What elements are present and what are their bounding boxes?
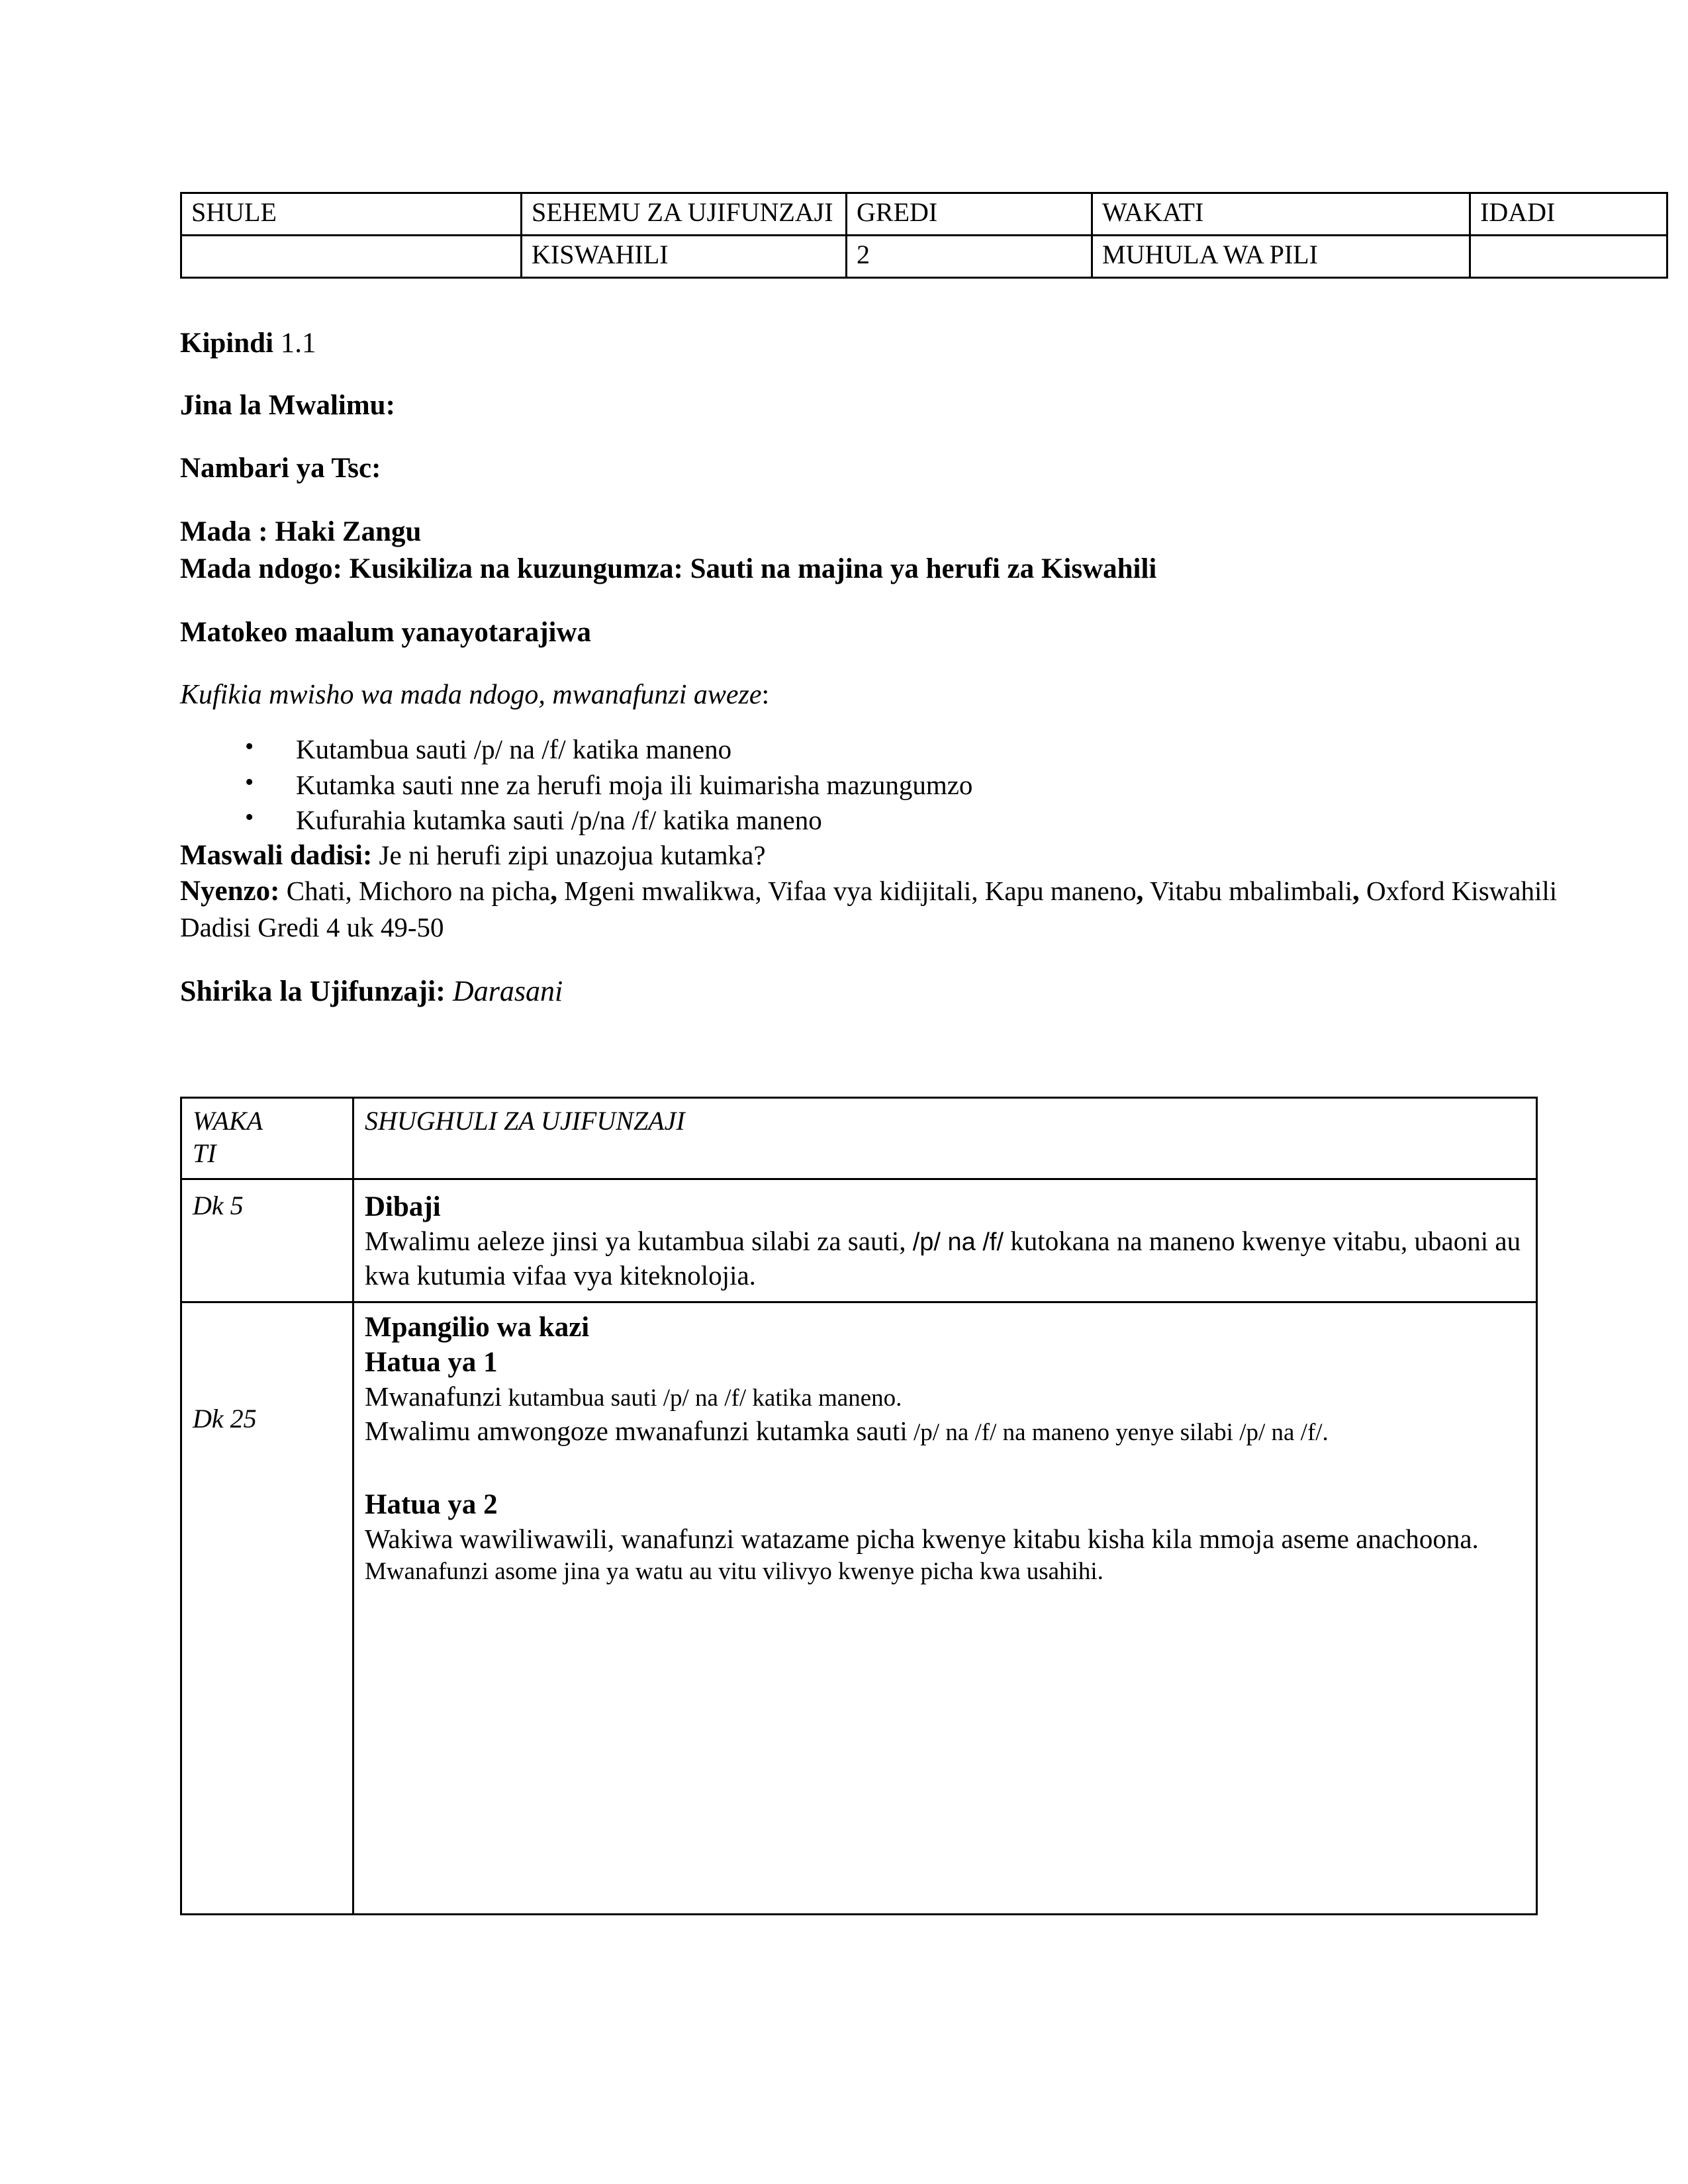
outcomes-heading: Matokeo maalum yanayotarajiwa [180,616,592,648]
step1-detail-text: kutambua sauti /p/ na /f/ katika maneno. [502,1385,902,1412]
mada-separator: : [251,516,275,547]
resources-part-4: Oxford Kiswahili Dadisi Gredi 4 uk 49-50 [180,876,1558,942]
step1-line2-main: Mwalimu amwongoze mwanafunzi kutamka sauti [365,1415,908,1446]
topic-block [180,514,1564,588]
cell-gredi-value: 2 [847,235,1092,277]
step1-paragraph-1 [365,1380,1525,1414]
step1-line2-detail: /p/ na /f/ na maneno yenye silabi /p/ na /f/. [907,1418,1329,1446]
table-row [181,1302,1537,1914]
resources-comma-1: , [550,876,557,907]
cell-shule-value [181,235,522,277]
cell-sehemu-value: KISWAHILI [522,235,847,277]
spacer [180,1009,1564,1097]
outcomes-lead-in-text: Kufikia mwisho wa mada ndogo, mwanafunzi aweze [180,680,762,711]
kipindi-label: Kipindi [180,327,274,359]
resources-line [180,874,1564,945]
outcomes-lead-in-colon: : [761,680,770,711]
learning-organization-line [180,974,1564,1010]
outcomes-lead-in [180,678,1564,712]
cell-shule-header: SHULE [181,193,522,236]
list-item [180,732,1564,767]
step1-lead-text: Mwanafunzi [365,1381,502,1412]
table-row [181,193,1667,236]
resources-part-2: Mgeni mwalikwa, Vifaa vya kidijitali, Kapu maneno [557,876,1137,907]
activity-heading-step2: Hatua ya 2 [365,1488,498,1520]
spacer [180,588,1564,615]
time-header-text [193,1105,342,1170]
table-row [181,1179,1537,1302]
learning-organization-label: Shirika la Ujifunzaji: [180,974,445,1007]
cell-activities-header [353,1098,1537,1179]
activity-paragraph-dibaji [365,1224,1525,1293]
step1-paragraph-2 [365,1414,1525,1449]
mada-ndogo-label: Mada ndogo: [180,553,342,584]
activity-heading-step1: Hatua ya 1 [365,1346,498,1378]
list-item-text: Kutambua sauti /p/ na /f/ katika maneno [296,734,732,765]
teacher-name-label: Jina la Mwalimu: [180,390,395,422]
activity-content-row2 [365,1310,1525,1588]
cell-wakati-header: WAKATI [1092,193,1470,236]
cell-time-header [181,1098,353,1179]
outcomes-list [180,732,1564,838]
time-header-line1: WAKA [193,1106,263,1136]
spacer [180,650,1564,678]
cell-wakati-value: MUHULA WA PILI [1092,235,1470,277]
dibaji-text-a: Mwalimu aeleze jinsi ya kutambua silabi za sauti, [365,1226,913,1257]
activity-heading-mpangilio: Mpangilio wa kazi [365,1311,590,1343]
tsc-number-label: Nambari ya Tsc: [180,452,381,484]
cell-gredi-header: GREDI [847,193,1092,236]
resources-comma-2: , [1136,876,1144,907]
spacer [180,486,1564,514]
document-content [180,192,1564,1915]
spacer [180,361,1564,388]
time-value-row1: Dk 5 [193,1190,244,1220]
table-row [181,235,1667,277]
cell-idadi-value [1470,235,1667,277]
mada-value: Haki Zangu [275,516,422,547]
cell-activity-row2 [353,1302,1537,1914]
kipindi-value: 1.1 [280,327,316,359]
step2-paragraph-2: Mwanafunzi asome jina ya watu au vitu vilivyo kwenye picha kwa usahihi. [365,1557,1103,1585]
dibaji-text-b: kutokana na maneno kwenye vitabu, ubaoni au kwa kutumia vifaa vya kiteknolojia. [365,1226,1521,1291]
mada-label: Mada [180,516,252,547]
activities-header-text: SHUGHULI ZA UJIFUNZAJI [365,1106,685,1136]
learning-activities-table [180,1097,1538,1915]
activity-heading-dibaji: Dibaji [365,1191,441,1222]
bullet-icon: • [245,803,254,831]
cell-time-row2 [181,1302,353,1914]
step2-paragraph-1: Wakiwa wawiliwawili, wanafunzi watazame picha kwenye kitabu kisha kila mmoja aseme anachoona. [365,1523,1479,1554]
resources-comma-3: , [1352,876,1360,907]
lesson-info-table [180,192,1668,279]
list-item [180,768,1564,803]
key-questions-line [180,838,1564,874]
spacer [180,712,1564,732]
activity-content-row1 [365,1189,1525,1293]
mada-ndogo-value: Kusikiliza na kuzungumza: Sauti na majina ya herufi za Kiswahili [342,553,1157,584]
spacer [180,946,1564,974]
key-questions-value: Je ni herufi zipi unazojua kutamka? [372,840,766,871]
resources-part-3: Vitabu mbalimbali [1143,876,1353,907]
spacer [365,1449,1525,1487]
cell-sehemu-header: SEHEMU ZA UJIFUNZAJI [522,193,847,236]
time-value-row2: Dk 25 [193,1403,257,1433]
resources-part-1: Chati, Michoro na picha [279,876,551,907]
bullet-icon: • [245,768,254,796]
cell-activity-row1 [353,1179,1537,1302]
dibaji-phoneme-run: /p/ na /f/ [912,1228,1004,1257]
list-item-text: Kufurahia kutamka sauti /p/na /f/ katika maneno [296,804,822,835]
cell-time-row1 [181,1179,353,1302]
learning-organization-value: Darasani [445,974,563,1007]
spacer [180,279,1564,326]
list-item-text: Kutamka sauti nne za herufi moja ili kuimarisha mazungumzo [296,769,973,800]
key-questions-label: Maswali dadisi: [180,840,373,872]
kipindi-line [180,326,1564,361]
table-row [181,1098,1537,1179]
time-header-line2: TI [193,1138,216,1169]
bullet-icon: • [245,733,254,761]
resources-label: Nyenzo: [180,876,280,907]
spacer [180,424,1564,451]
list-item [180,803,1564,838]
cell-idadi-header: IDADI [1470,193,1667,236]
